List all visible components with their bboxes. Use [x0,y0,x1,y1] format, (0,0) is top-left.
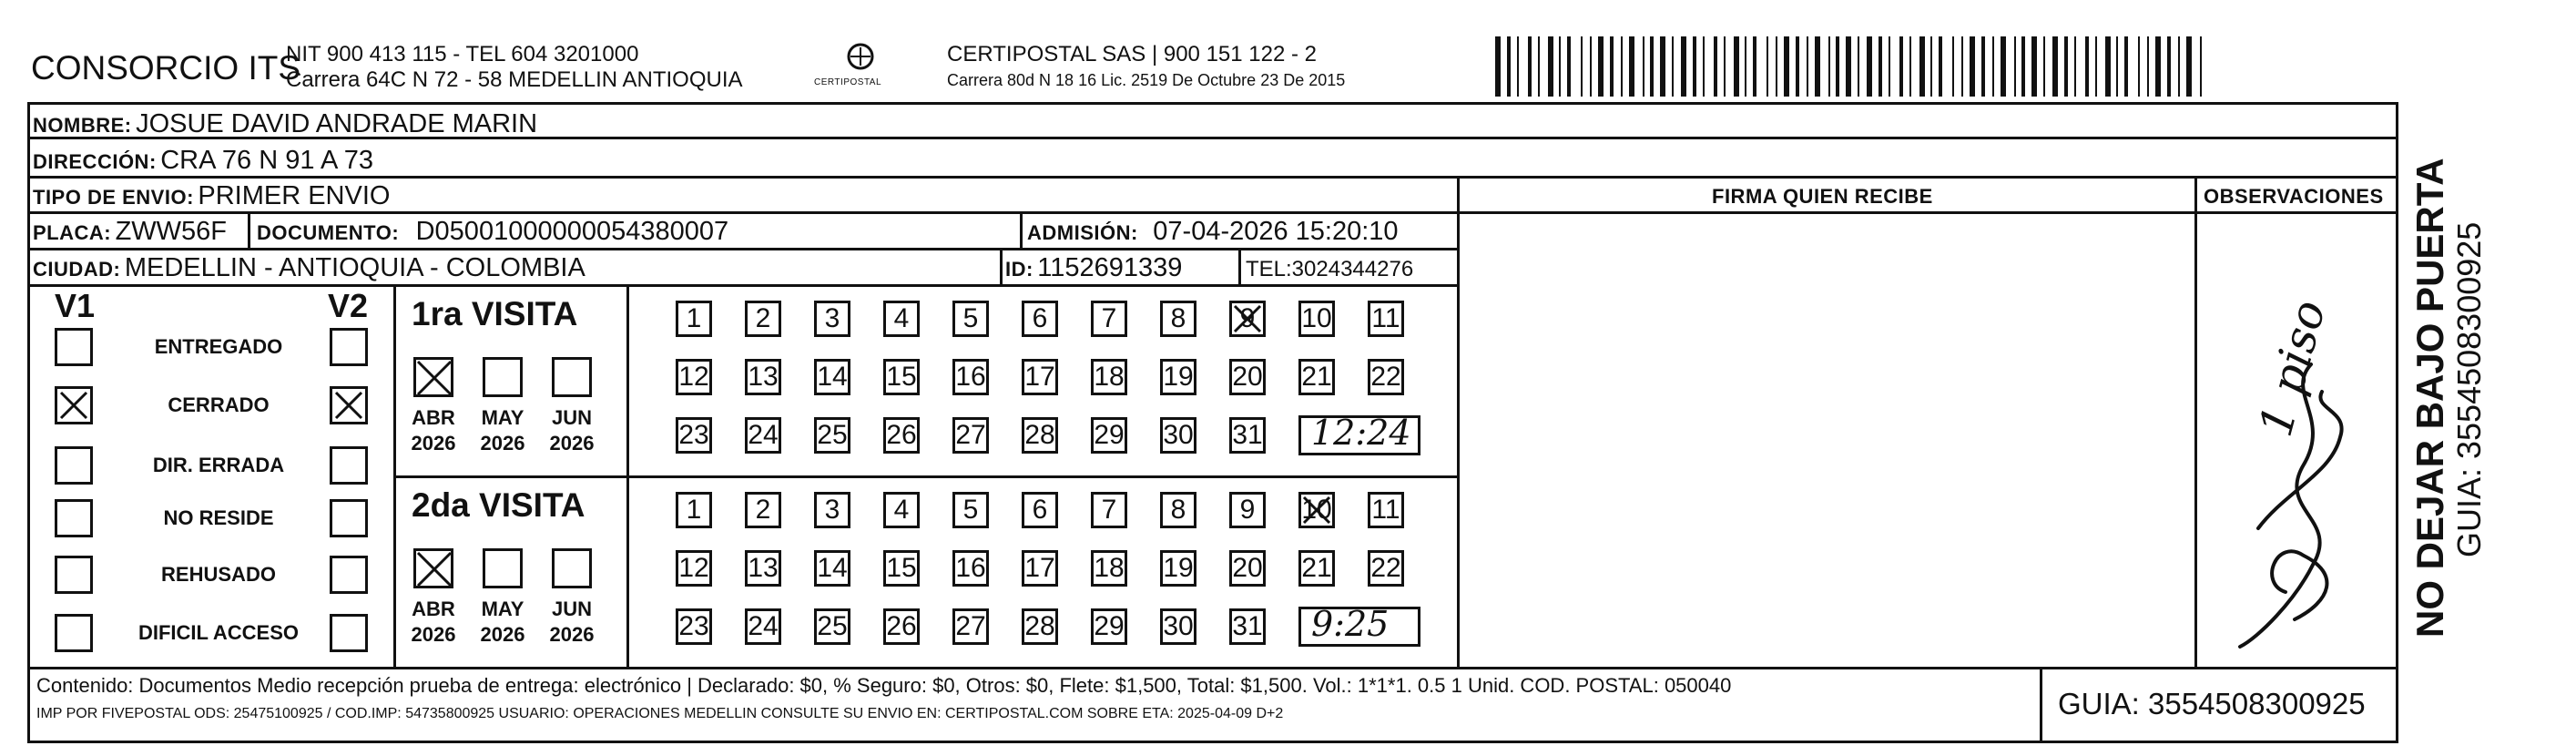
name-row [33,111,537,138]
day-box[interactable]: 18 [1091,359,1127,395]
month-checkbox[interactable] [483,548,523,588]
day-box[interactable]: 20 [1229,550,1266,587]
day-box[interactable]: 18 [1091,550,1127,587]
status-label: REHUSADO [161,563,276,586]
city-value: MEDELLIN - ANTIOQUIA - COLOMBIA [124,253,585,282]
x-mark-icon [1229,301,1266,337]
address-value: CRA 76 N 91 A 73 [160,146,374,175]
day-box[interactable]: 16 [952,550,989,587]
document-row [257,219,728,245]
v1-checkbox[interactable] [55,386,93,424]
day-box[interactable]: 27 [952,417,989,454]
admission-divider [1020,211,1023,248]
x-mark-icon [416,360,453,396]
day-box[interactable]: 6 [1022,301,1058,337]
day-box[interactable]: 2 [745,301,781,337]
day-box[interactable]: 4 [883,492,920,528]
day-box[interactable]: 12 [676,550,712,587]
tel-value: TEL:3024344276 [1246,257,1414,281]
carrier-name: CERTIPOSTAL SAS | 900 151 122 - 2 [947,42,1317,66]
day-box[interactable]: 10 [1298,492,1335,528]
x-mark-icon [416,551,453,587]
day-box[interactable]: 17 [1022,550,1058,587]
day-box[interactable]: 2 [745,492,781,528]
day-box[interactable]: 3 [814,492,850,528]
footer-guia-divider [2040,667,2042,743]
v1-checkbox[interactable] [55,556,93,594]
city-label: CIUDAD: [33,258,121,281]
day-box[interactable]: 23 [676,417,712,454]
city-row [33,255,585,281]
admission-label: ADMISIÓN: [1027,221,1138,244]
footer-imp: IMP POR FIVEPOSTAL ODS: 25475100925 / COD.IMP: 54735800925 USUARIO: OPERACIONES MEDELLIN CONSULTE SU ENVIO EN: CERTIPOSTAL.COM SOBRE ETA: 2025-04-09 D+2 [36,706,1284,721]
v1-checkbox[interactable] [55,614,93,652]
month-checkbox[interactable] [552,548,592,588]
day-box[interactable]: 25 [814,417,850,454]
x-mark-icon [332,389,365,422]
month-checkbox[interactable] [552,357,592,397]
day-box[interactable]: 31 [1229,417,1266,454]
month-label: JUN [551,598,592,620]
day-box[interactable]: 5 [952,492,989,528]
month-checkbox[interactable] [483,357,523,397]
visit-separator [393,475,1457,478]
visit-time: 9:25 [1311,604,1390,644]
shipping-type-row [33,183,390,209]
plate-label: PLACA: [33,221,112,244]
observation-note: 1 piso [2249,294,2337,443]
day-box[interactable]: 17 [1022,359,1058,395]
month-label: MAY [481,598,524,620]
day-box[interactable]: 28 [1022,608,1058,645]
day-box[interactable]: 4 [883,301,920,337]
month-label: ABR [412,598,455,620]
year-label: 2026 [480,623,525,646]
day-box[interactable]: 9 [1229,492,1266,528]
day-box[interactable]: 29 [1091,608,1127,645]
col-signature-left [1457,176,1460,667]
id-row [1005,255,1182,281]
v2-checkbox[interactable] [330,446,368,485]
v1-checkbox[interactable] [55,499,93,537]
status-label: NO RESIDE [163,506,274,529]
company-nit: NIT 900 413 115 - TEL 604 3201000 [286,42,639,66]
rule-city [27,284,1457,287]
year-label: 2026 [411,432,456,455]
v2-checkbox[interactable] [330,328,368,366]
v2-checkbox[interactable] [330,499,368,537]
v2-header: V2 [328,287,369,324]
day-box[interactable]: 13 [745,550,781,587]
observations-header: OBSERVACIONES [2204,185,2384,208]
side-guia: GUIA: 3554508300925 [2450,221,2488,557]
day-box[interactable]: 8 [1160,492,1196,528]
day-box[interactable]: 16 [952,359,989,395]
company-address: Carrera 64C N 72 - 58 MEDELLIN ANTIOQUIA [286,67,743,92]
year-label: 2026 [549,623,595,646]
v2-checkbox[interactable] [330,614,368,652]
day-box[interactable]: 1 [676,301,712,337]
x-mark-icon [57,389,90,422]
day-box[interactable]: 14 [814,550,850,587]
month-checkbox[interactable] [413,548,453,588]
admission-row [1027,219,1399,245]
day-box[interactable]: 29 [1091,417,1127,454]
side-notice: NO DEJAR BAJO PUERTA [2408,158,2451,638]
day-box[interactable]: 30 [1160,608,1196,645]
day-box[interactable]: 24 [745,417,781,454]
footer-guia: GUIA: 3554508300925 [2058,687,2366,720]
day-box[interactable]: 19 [1160,359,1196,395]
day-box[interactable]: 28 [1022,417,1058,454]
day-box[interactable]: 26 [883,608,920,645]
day-box[interactable]: 7 [1091,301,1127,337]
barcode [1495,36,2215,100]
day-box[interactable]: 12 [676,359,712,395]
day-box[interactable]: 27 [952,608,989,645]
day-box[interactable]: 21 [1298,550,1335,587]
visit-title: 2da VISITA [412,486,585,524]
x-mark-icon [1298,492,1335,528]
status-label: ENTREGADO [154,335,283,358]
v1-checkbox[interactable] [55,446,93,485]
year-label: 2026 [549,432,595,455]
status-label: CERRADO [168,393,270,416]
visit-time: 12:24 [1311,413,1411,453]
status-label: DIR. ERRADA [152,454,285,476]
logo-text: CERTIPOSTAL [814,77,882,87]
shipping-type-label: TIPO DE ENVIO: [33,186,194,209]
v2-checkbox[interactable] [330,556,368,594]
day-box[interactable]: 20 [1229,359,1266,395]
day-box[interactable]: 19 [1160,550,1196,587]
address-label: DIRECCIÓN: [33,150,157,173]
month-checkbox[interactable] [413,357,453,397]
col-observations-left [2194,176,2197,667]
id-value: 1152691339 [1037,253,1183,282]
rule-type [27,211,2398,214]
id-divider [1000,248,1003,284]
day-box[interactable]: 13 [745,359,781,395]
year-label: 2026 [480,432,525,455]
month-label: JUN [551,406,592,429]
day-box[interactable]: 21 [1298,359,1335,395]
rule-footer [27,667,2398,669]
day-box[interactable]: 8 [1160,301,1196,337]
month-label: MAY [481,406,524,429]
document-label: DOCUMENTO: [257,221,400,244]
day-box[interactable]: 24 [745,608,781,645]
day-box[interactable]: 5 [952,301,989,337]
admission-value: 07-04-2026 15:20:10 [1153,217,1399,246]
signature-header: FIRMA QUIEN RECIBE [1712,185,1933,208]
name-value: JOSUE DAVID ANDRADE MARIN [136,109,538,138]
day-box[interactable]: 3 [814,301,850,337]
day-box[interactable]: 23 [676,608,712,645]
v2-checkbox[interactable] [330,386,368,424]
month-label: ABR [412,406,455,429]
rule-address [27,176,2398,179]
day-box[interactable]: 7 [1091,492,1127,528]
address-row [33,148,373,174]
day-box[interactable]: 31 [1229,608,1266,645]
year-label: 2026 [411,623,456,646]
day-box[interactable]: 14 [814,359,850,395]
day-box[interactable]: 22 [1368,550,1404,587]
footer-content: Contenido: Documentos Medio recepción prueba de entrega: electrónico | Declarado: $0, % Seguro: $0, Otros: $0, Flete: $1,500, Total: $1,500. Vol.: 1*1*1. 0.5 1 Unid. COD. POSTAL: 050040 [36,674,1732,697]
visit-title: 1ra VISITA [412,295,578,332]
day-box[interactable]: 15 [883,550,920,587]
day-box[interactable]: 30 [1160,417,1196,454]
day-box[interactable]: 10 [1298,301,1335,337]
document-value: D05001000000054380007 [415,217,729,246]
day-box[interactable]: 22 [1368,359,1404,395]
day-box[interactable]: 11 [1368,301,1404,337]
logo-icon [810,40,911,98]
day-box[interactable]: 25 [814,608,850,645]
plate-row [33,219,227,245]
id-label: ID: [1005,258,1033,281]
status-label: DIFICIL ACCESO [137,621,299,644]
day-box[interactable]: 11 [1368,492,1404,528]
day-box[interactable]: 1 [676,492,712,528]
name-label: NOMBRE: [33,114,132,137]
rule-plate [27,248,1457,250]
carrier-license: Carrera 80d N 18 16 Lic. 2519 De Octubre 23 De 2015 [947,71,1346,89]
tel-divider [1238,248,1241,284]
day-box[interactable]: 15 [883,359,920,395]
certipostal-logo [810,40,911,98]
company-name: CONSORCIO ITS [31,49,301,87]
shipping-type-value: PRIMER ENVIO [198,181,391,210]
day-box[interactable]: 9 [1229,301,1266,337]
day-box[interactable]: 26 [883,417,920,454]
plate-value: ZWW56F [115,217,227,246]
v1-header: V1 [55,287,96,324]
plate-divider [248,211,250,248]
v1-checkbox[interactable] [55,328,93,366]
day-box[interactable]: 6 [1022,492,1058,528]
